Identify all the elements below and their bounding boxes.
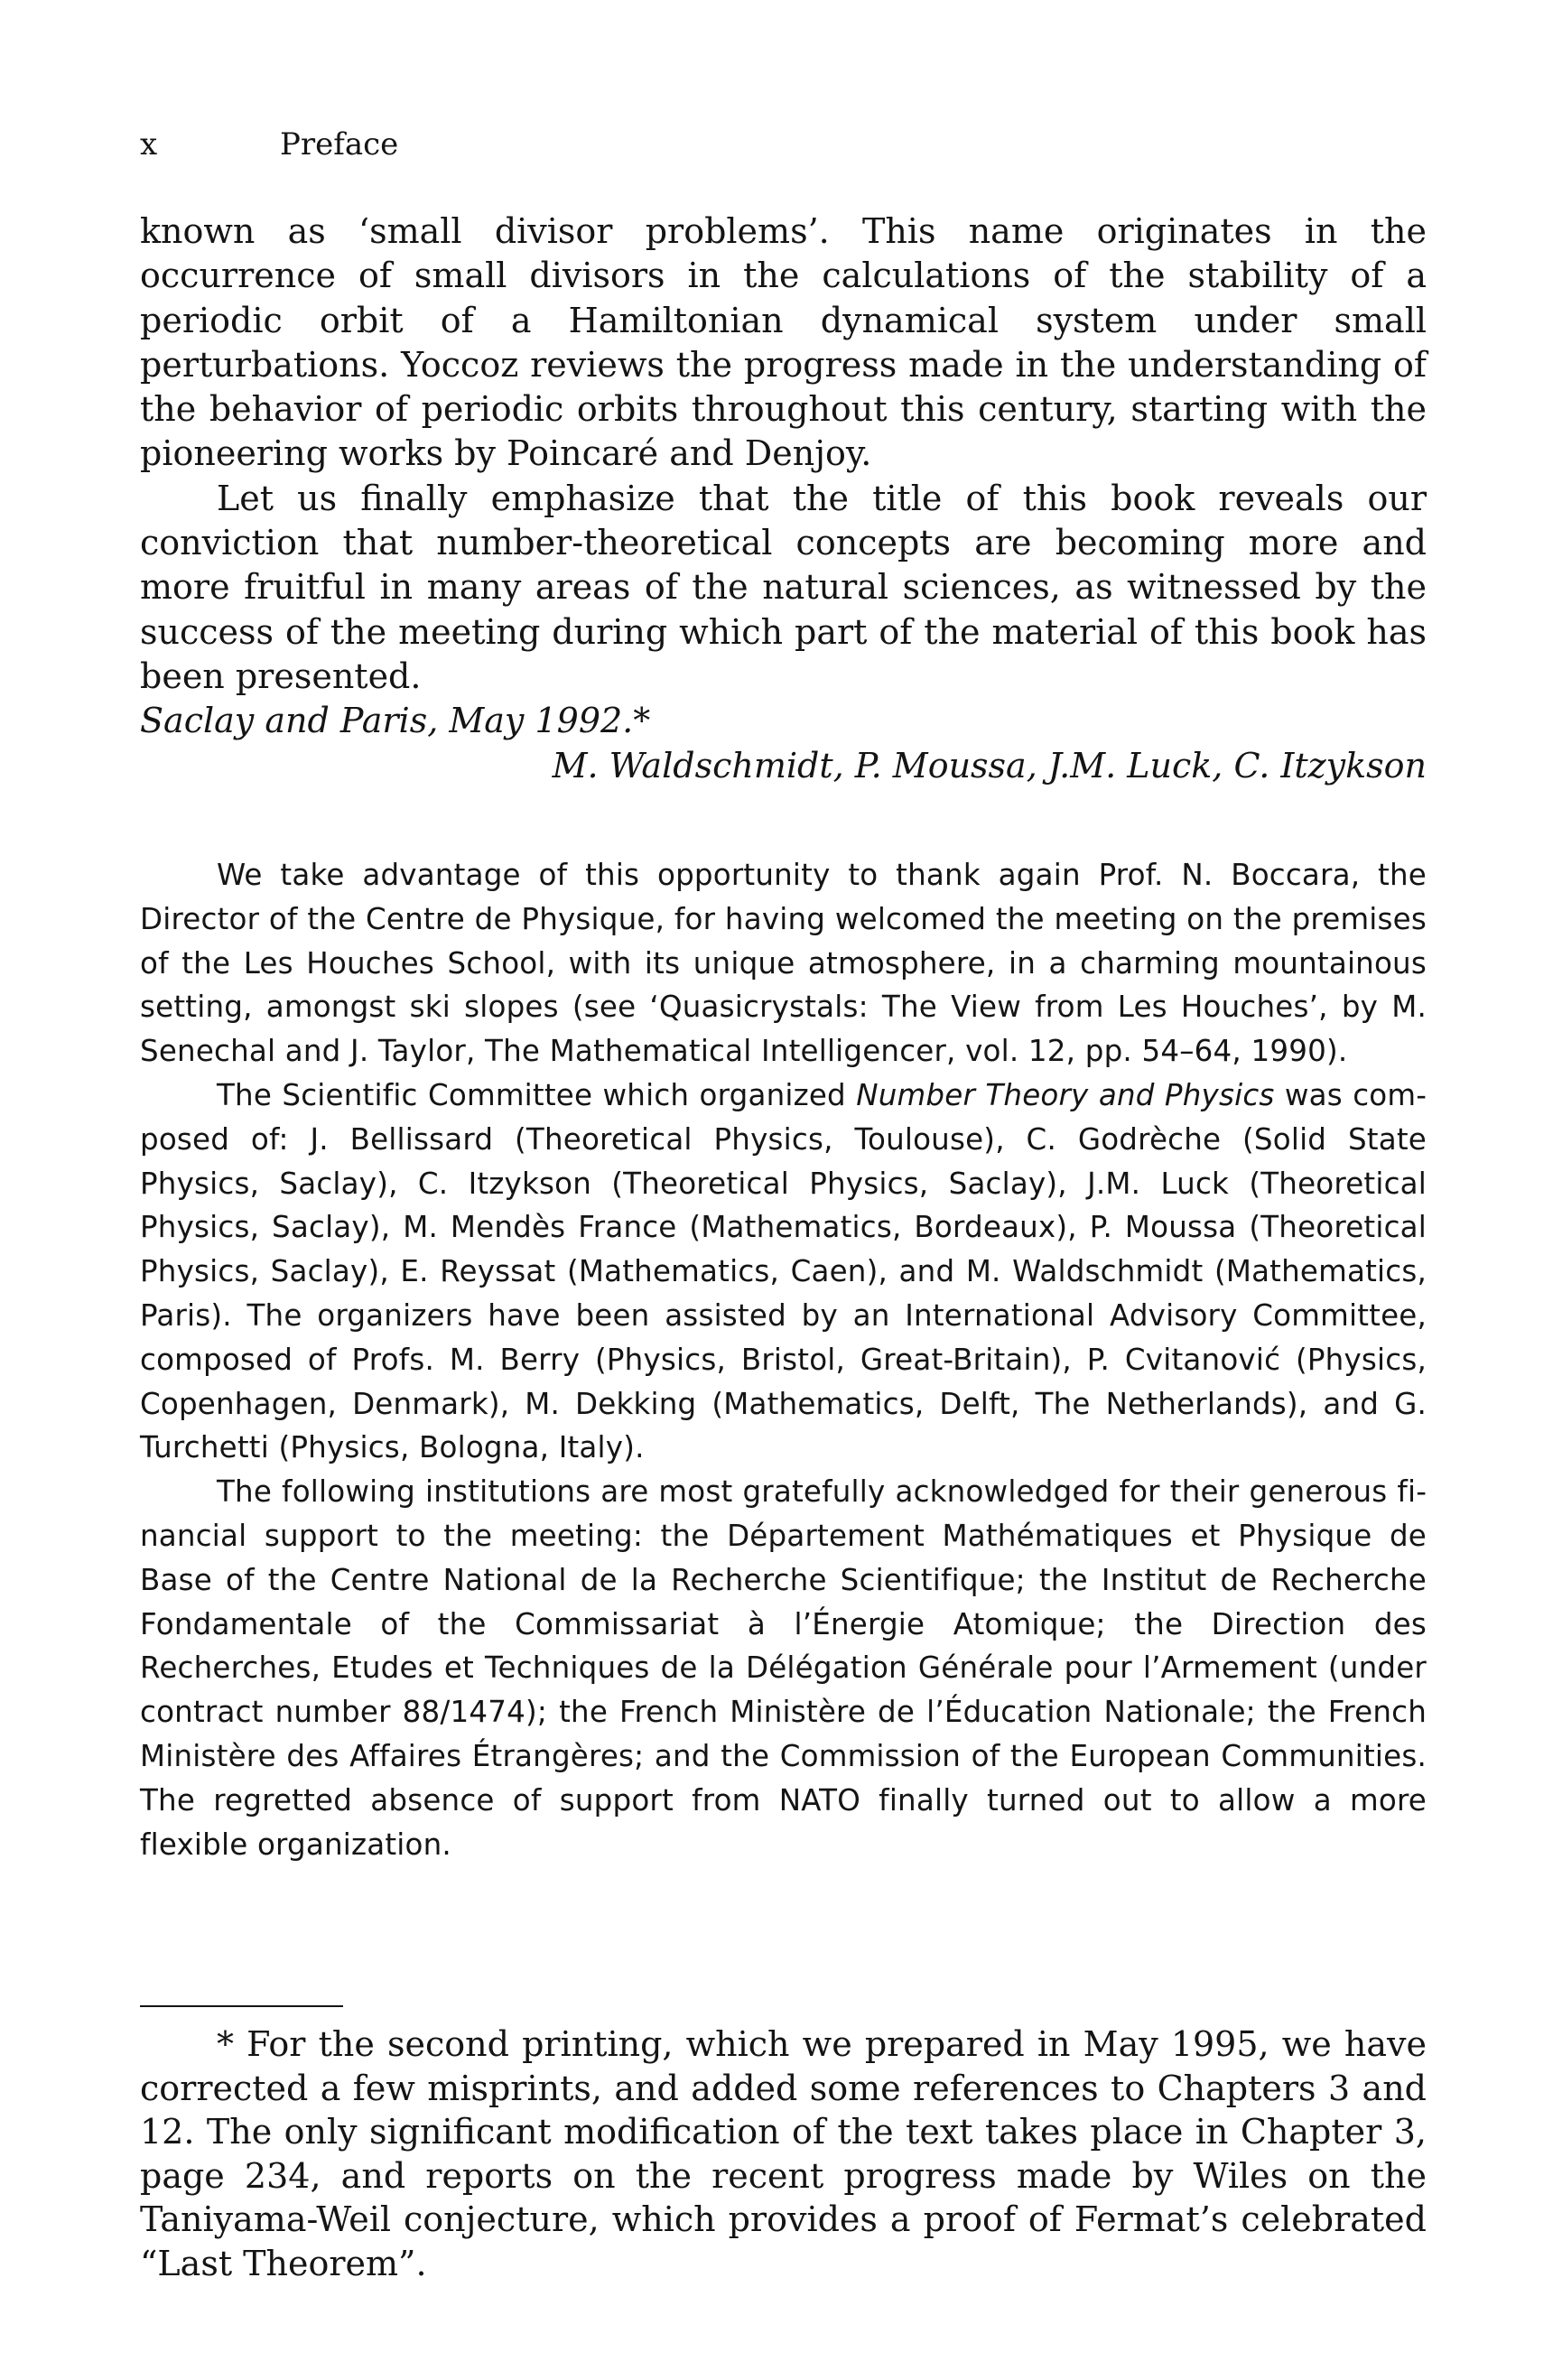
book-title: Number Theory and Physics [856,1077,1275,1112]
document-page [140,0,1427,2380]
author-signature: M. Waldschmidt, P. Moussa, J.M. Luck, C. Itzykson [552,745,1427,786]
footnote [140,2022,1427,2285]
footnote-divider [140,2005,343,2007]
place-and-date: Saclay and Paris, May 1992.* [140,701,651,741]
footnote-text: * For the second printing, which we prepared in May 1995, we have corrected a few misprints, and added some references to Chapters 3 and 12. The only significant modification of the text takes place in Chapter 3, page 234, and reports on the recent progress made by Wiles on the Taniyama-Weil conjecture, which provides a proof of Fermat’s celebrated “Last Theorem”. [140,2024,1427,2283]
acknowledgements-section [140,853,1427,1866]
ack-paragraph-2 [140,1074,1427,1470]
ack-paragraph-2-rest: was composed of: J. Bellissard (Theoretical Physics, Toulouse), C. Godrèche (Solid State Physics, Saclay), C. Itzykson (Theoretical Physics, Saclay), J.M. Luck (Theoretical Physics, Saclay), M. Mendès France (Mathematics, Bordeaux), P. Moussa (Theoretical Physics, Saclay), E. Reyssat (Mathematics, Caen), and M. Waldschmidt (Mathematics, Paris). The organizers have been assisted by an International Advisory Committee, composed of Profs. M. Berry (Physics, Bristol, Great-Britain), P. Cvitanović (Physics, Copenhagen, Denmark), M. Dekking (Mathematics, Delft, The Netherlands), and G. Turchetti (Physics, Bologna, Italy). [140,1077,1427,1465]
running-title: Preface [280,126,399,163]
ack-paragraph-3: The following institutions are most gratefully acknowledged for their generous financial support to the meeting: the Département Mathématiques et Physique de Base of the Centre National de la Recherche Scientifique; the Institut de Recherche Fondamentale of the Commissariat à l’Énergie Atomique; the Direction des Recherches, Etudes et Techniques de la Délégation Générale pour l’Armement (under contract number 88/1474); the French Ministère de l’Éducation Nationale; the French Ministère des Affaires Étrangères; and the Commission of the European Communities. The regretted absence of support from NATO finally turned out to allow a more flexible organization. [140,1474,1427,1862]
page-number: x [140,126,158,163]
preface-paragraph-1: known as ‘small divisor problems’. This name originates in the occurrence of small divisors in the calculations of the stability of a periodic orbit of a Hamiltonian dynamical system under small perturbations. Yoccoz reviews the progress made in the understanding of the behavior of periodic orbits throughout this century, starting with the pioneering works by Poincaré and Denjoy. [140,211,1427,474]
running-head [140,126,398,163]
ack-paragraph-2-start: The Scientific Committee which organized [217,1077,857,1112]
preface-paragraph-2: Let us finally emphasize that the title of this book reveals our conviction that number-theoretical concepts are becoming more and more fruitful in many areas of the natural sciences, as witnessed by the success of the meeting during which part of the material of this book has been presented. [140,478,1427,696]
ack-paragraph-1: We take advantage of this opportunity to thank again Prof. N. Boccara, the Director of the Centre de Physique, for having welcomed the meeting on the premises of the Les Houches School, with its unique atmosphere, in a charming mountainous setting, amongst ski slopes (see ‘Quasicrystals: The View from Les Houches’, by M. Senechal and J. Taylor, The Mathematical Intelligencer, vol. 12, pp. 54–64, 1990). [140,858,1427,1069]
preface-body [140,209,1427,788]
